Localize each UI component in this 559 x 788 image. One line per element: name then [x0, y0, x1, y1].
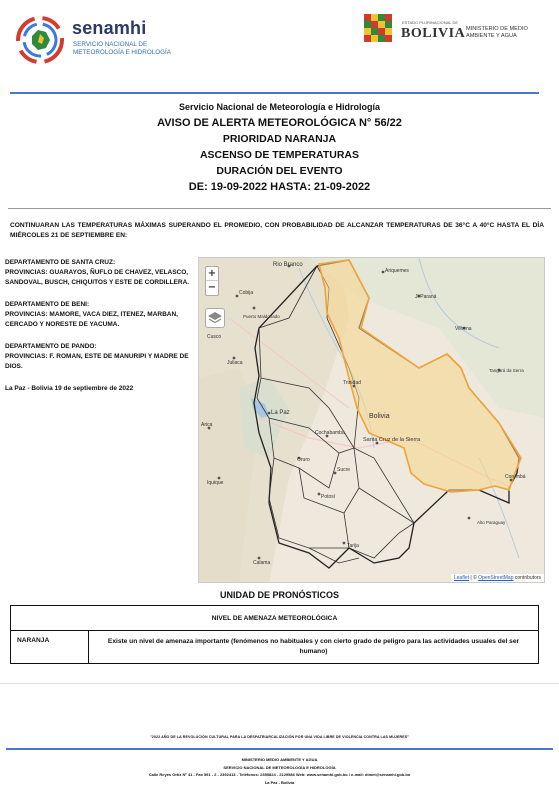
duration-title: DURACIÓN DEL EVENTO — [216, 165, 343, 177]
senamhi-subtitle: SERVICIO NACIONAL DE METEOROLOGÍA E HIDROLOGÍA — [73, 41, 171, 56]
department-heading: DEPARTAMENTO DE SANTA CRUZ: — [5, 259, 116, 266]
unit-title: UNIDAD DE PRONÓSTICOS — [219, 590, 339, 600]
department-provinces: PROVINCIAS: MAMORE, VACA DIEZ, ITENEZ, MARBAN, CERCADO Y NORESTE DE YACUMA. — [5, 311, 178, 328]
map-label: Sucre — [337, 467, 351, 473]
department-item — [5, 342, 195, 372]
layers-button[interactable] — [205, 308, 225, 328]
map-label: La Paz — [271, 410, 290, 416]
bolivia-wordmark: BOLIVIA — [401, 26, 466, 41]
senamhi-name: senamhi — [72, 18, 147, 38]
attribution-separator: | © — [469, 575, 479, 581]
department-item — [5, 258, 195, 288]
footer-service: SERVICIO NACIONAL DE METEOROLOGÍA E HIDROLOGÍA — [223, 764, 336, 770]
place-and-date: La Paz - Bolivia 19 de septiembre de 2022 — [5, 385, 134, 392]
map-label: Juliaca — [227, 360, 243, 366]
footer-contact: Calle Reyes Ortiz Nº 41 - Fax 591 - 2 - 2392413 - Teléfonos: 2355824 - 2129586 Web: www.senamhi.gob.bo / e-mail: dimet@senamhi.gob.bo — [148, 772, 411, 777]
footer-ministry: MINISTERIO MEDIO AMBIENTE Y AGUA — [241, 757, 318, 762]
map-label: Santa Cruz de la Sierra — [363, 437, 421, 443]
map-label: Potosí — [321, 494, 336, 500]
map-label: Tarija — [347, 543, 359, 549]
alert-number-title: AVISO DE ALERTA METEOROLÓGICA N° 56/22 — [157, 117, 402, 129]
map-label: Vilhena — [455, 326, 472, 332]
map-label: Cusco — [207, 334, 222, 340]
threat-level-name: NARANJA — [11, 631, 89, 664]
map-label: Corumbá — [505, 474, 526, 480]
map-label: Cobija — [239, 290, 254, 296]
map-attribution — [451, 574, 544, 582]
page-footer — [0, 756, 559, 786]
zoom-in-button[interactable]: + — [207, 268, 217, 279]
ministry-label: MINISTERIO DE MEDIO AMBIENTE Y AGUA — [466, 26, 528, 39]
map-label: Ji-Paraná — [415, 294, 437, 300]
map-label: Puerto Maldonado — [243, 314, 280, 319]
alert-titles — [0, 100, 559, 193]
department-heading: DEPARTAMENTO DE PANDO: — [5, 343, 97, 350]
leaflet-link[interactable]: Leaflet — [454, 575, 470, 581]
threat-level-description: Existe un nivel de amenaza importante (fenómenos no habituales y con cierto grado de peligro para las actividades usuales del ser humano) — [89, 631, 539, 664]
map-zoom-control — [205, 266, 219, 296]
map-canvas[interactable] — [199, 258, 545, 583]
departments-list — [5, 258, 195, 394]
department-item — [5, 300, 195, 330]
page-header — [0, 0, 559, 80]
map-label: Ariquemes — [385, 268, 409, 274]
map-label: Cochabamba — [315, 430, 345, 436]
footer-city: La Paz - Bolivia — [264, 779, 295, 785]
year-motto: "2022 AÑO DE LA REVOLUCIÓN CULTURAL PARA LA DESPATRIARCALIZACIÓN POR UNA VIDA LIBRE DE VIOLENCIA CONTRA LAS MUJERES" — [150, 735, 409, 739]
threat-level-header: NIVEL DE AMENAZA METEOROLÓGICA — [11, 606, 539, 631]
map-label: Arica — [201, 422, 213, 428]
top-divider — [10, 92, 539, 94]
footer-divider — [6, 748, 553, 750]
priority-title: PRIORIDAD NARANJA — [222, 133, 337, 145]
map-label: Tangará da Serra — [489, 368, 524, 373]
alert-intro-text: CONTINUARAN LAS TEMPERATURAS MÁXIMAS SUPERANDO EL PROMEDIO, CON PROBABILIDAD DE ALCANZAR TEMPERATURAS DE 36°C A 40°C HASTA EL DÍA MIÉRCOLES 21 DE SEPTIEMBRE EN: — [10, 222, 544, 239]
zoom-out-button[interactable]: − — [207, 282, 217, 293]
openstreetmap-link[interactable]: OpenStreetMap — [478, 575, 514, 581]
department-heading: DEPARTAMENTO DE BENI: — [5, 301, 90, 308]
layers-icon — [206, 309, 224, 327]
bolivia-state-label: ESTADO PLURINACIONAL DE — [402, 20, 459, 25]
footer-thin-divider — [0, 683, 559, 684]
map-label: Calama — [253, 560, 271, 566]
map-label: Alto Paraguay — [477, 520, 506, 525]
senamhi-logo-icon — [14, 14, 66, 66]
map-label: Rio Branco — [273, 262, 303, 268]
map-label: Trinidad — [343, 380, 361, 386]
threat-level-table — [10, 605, 539, 664]
event-title: ASCENSO DE TEMPERATURAS — [199, 149, 360, 161]
attribution-tail: contributors — [513, 575, 541, 581]
content-divider — [8, 208, 551, 209]
map-label: Oruro — [297, 457, 310, 463]
service-title: Servicio Nacional de Meteorología e Hidrología — [178, 102, 381, 112]
map-label-country: Bolivia — [369, 413, 390, 420]
department-provinces: PROVINCIAS: GUARAYOS, ÑUFLO DE CHAVEZ, VELASCO, SANDOVAL, BUSCH, CHIQUITOS Y ESTE DE CORDILLERA. — [5, 269, 190, 286]
department-provinces: PROVINCIAS: F. ROMAN, ESTE DE MANURIPI Y MADRE DE DIOS. — [5, 353, 189, 370]
duration-dates: DE: 19-09-2022 HASTA: 21-09-2022 — [188, 181, 371, 193]
alert-map[interactable] — [198, 257, 545, 583]
map-label: Iquique — [207, 480, 224, 486]
bolivia-coat-of-arms-icon — [362, 8, 396, 50]
